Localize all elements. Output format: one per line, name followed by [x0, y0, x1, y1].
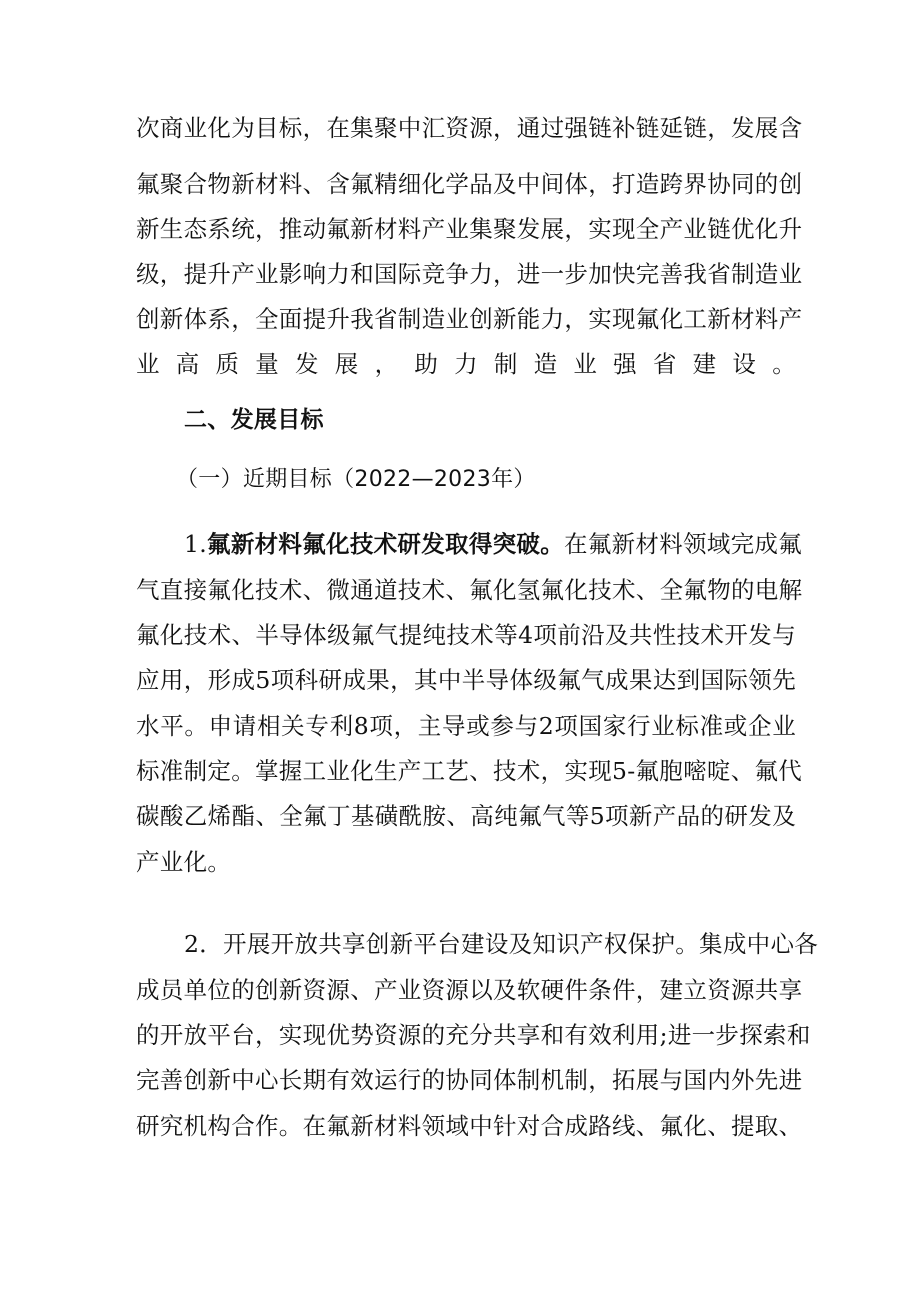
item-first-line-rest: 在氟新材料领域完成氟 [564, 530, 803, 558]
paragraph-line: 新生态系统，推动氟新材料产业集聚发展，实现全产业链优化升 [136, 215, 803, 243]
paragraph-line: 的开放平台，实现优势资源的充分共享和有效利用;进一步探索和 [136, 1021, 811, 1049]
paragraph-line: 氟聚合物新材料、含氟精细化学品及中间体，打造跨界协同的创 [136, 170, 803, 198]
section-subheading: （一）近期目标（2022—2023年） [176, 467, 536, 492]
item-first-line: 2．开展开放共享创新平台建设及知识产权保护。集成中心各 [184, 930, 819, 958]
paragraph-line: 氟化技术、半导体级氟气提纯技术等4项前沿及共性技术开发与 [136, 621, 796, 649]
item-number: 1. [184, 530, 208, 558]
section-heading: 二、发展目标 [184, 407, 324, 433]
paragraph-line: 产业化。 [136, 848, 232, 876]
paragraph-line: 次商业化为目标，在集聚中汇资源，通过强链补链延链，发展含 [136, 114, 803, 142]
paragraph-line: 研究机构合作。在氟新材料领域中针对合成路线、氟化、提取、 [136, 1112, 803, 1140]
paragraph-line: 碳酸乙烯酯、全氟丁基磺酰胺、高纯氟气等5项新产品的研发及 [136, 802, 796, 830]
paragraph-line: 级，提升产业影响力和国际竞争力，进一步加快完善我省制造业 [136, 260, 803, 288]
paragraph-line: 应用，形成5项科研成果，其中半导体级氟气成果达到国际领先 [136, 666, 796, 694]
paragraph-line: 创新体系，全面提升我省制造业创新能力，实现氟化工新材料产 [136, 305, 803, 333]
paragraph-line: 标准制定。掌握工业化生产工艺、技术，实现5-氟胞嘧啶、氟代 [136, 757, 803, 785]
item-title: 氟新材料氟化技术研发取得突破。 [207, 530, 565, 558]
paragraph-line: 业高质量发展，助力制造业强省建设。 [136, 350, 796, 378]
paragraph-line: 气直接氟化技术、微通道技术、氟化氢氟化技术、全氟物的电解 [136, 576, 803, 604]
paragraph-line: 水平。申请相关专利8项，主导或参与2项国家行业标准或企业 [136, 712, 796, 740]
paragraph-line: 成员单位的创新资源、产业资源以及软硬件条件，建立资源共享 [136, 976, 803, 1004]
paragraph-line [136, 355, 796, 399]
paragraph-line: 完善创新中心长期有效运行的协同体制机制，拓展与国内外先进 [136, 1066, 803, 1094]
item-first-line [184, 522, 803, 566]
